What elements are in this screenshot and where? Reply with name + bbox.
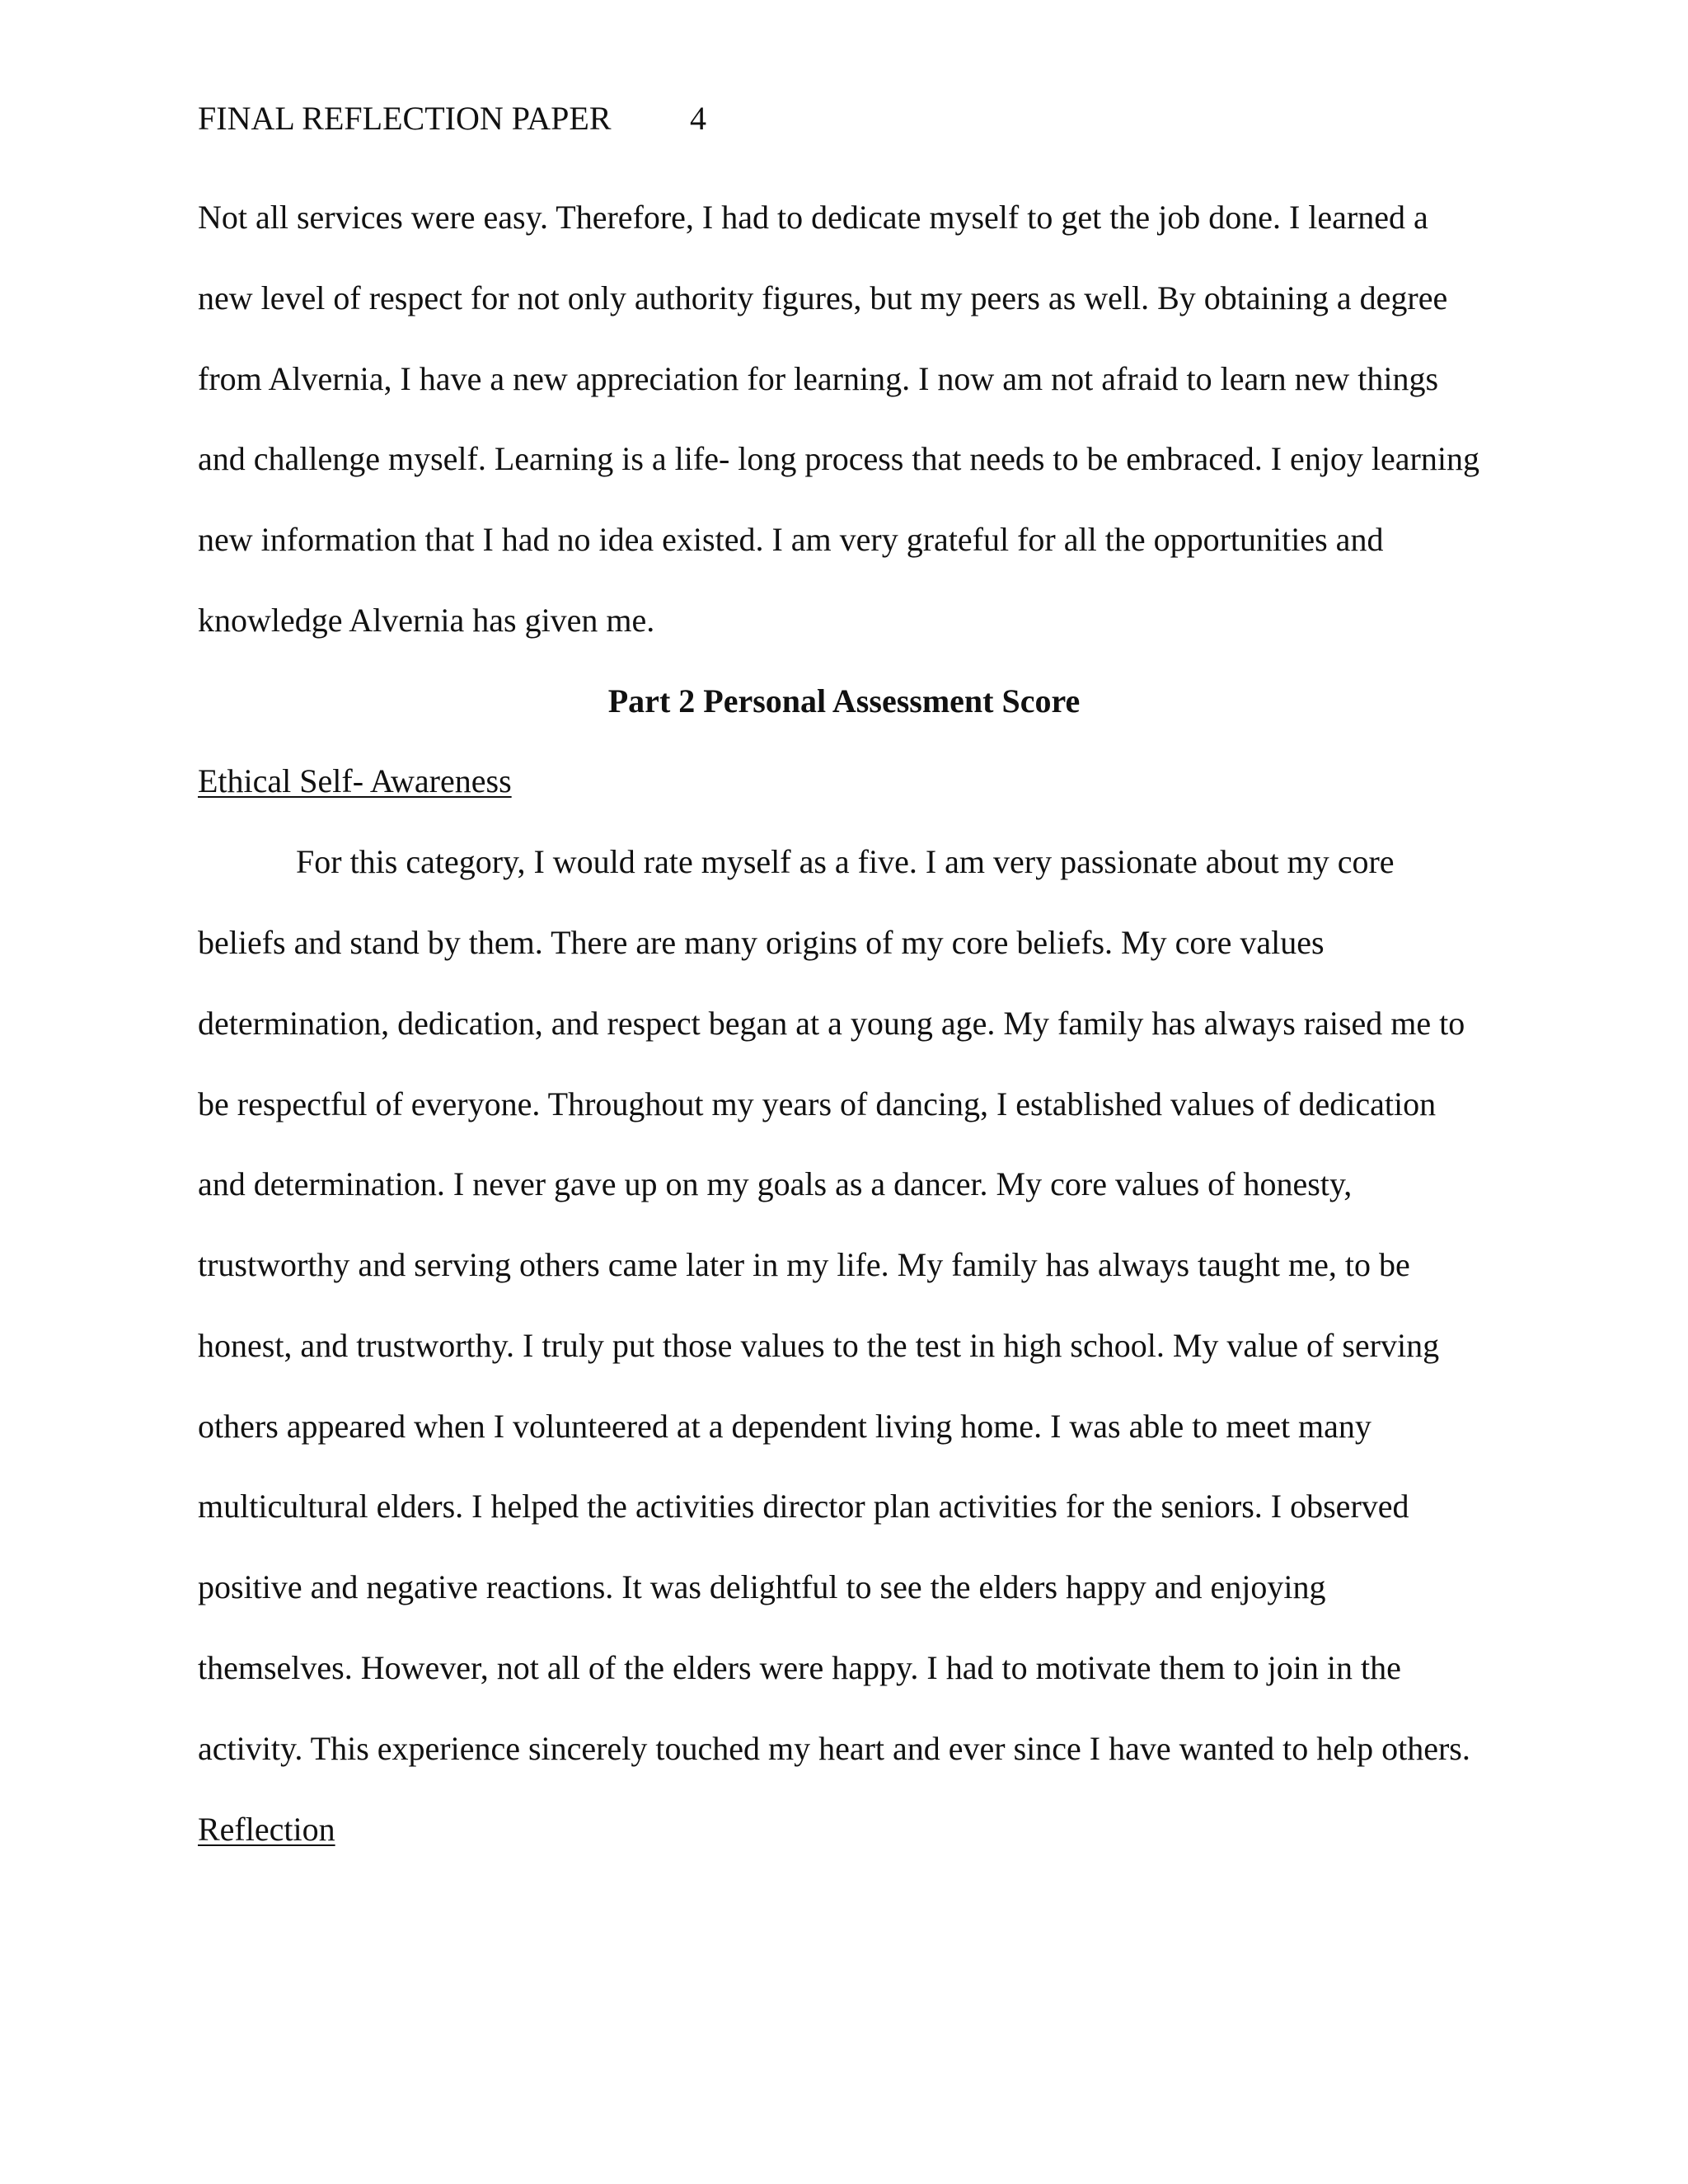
paragraph-line: For this category, I would rate myself as a five. I am very passionate about my core	[296, 843, 1395, 880]
subheading-ethical-self-awareness: Ethical Self- Awareness	[198, 762, 512, 799]
paragraph-line: new level of respect for not only authority figures, but my peers as well. By obtaining a degree	[198, 279, 1448, 316]
paragraph-line: determination, dedication, and respect began at a young age. My family has always raised me to	[198, 1005, 1465, 1042]
subheading-reflection: Reflection	[198, 1811, 335, 1848]
running-header	[198, 99, 706, 138]
paragraph-line: activity. This experience sincerely touched my heart and ever since I have wanted to help others.	[198, 1730, 1470, 1767]
paragraph-line: and determination. I never gave up on my goals as a dancer. My core values of honesty,	[198, 1165, 1353, 1202]
paragraph-line: multicultural elders. I helped the activities director plan activities for the seniors. I observed	[198, 1488, 1409, 1525]
section-heading: Part 2 Personal Assessment Score	[607, 682, 1081, 719]
paragraph-line: themselves. However, not all of the elders were happy. I had to motivate them to join in the	[198, 1649, 1401, 1686]
paragraph-line: be respectful of everyone. Throughout my years of dancing, I established values of dedication	[198, 1085, 1437, 1122]
paragraph-line: others appeared when I volunteered at a dependent living home. I was able to meet many	[198, 1408, 1372, 1445]
paragraph-line: Not all services were easy. Therefore, I had to dedicate myself to get the job done. I learned a	[198, 199, 1428, 236]
paragraph-line: from Alvernia, I have a new appreciation for learning. I now am not afraid to learn new things	[198, 360, 1439, 397]
paragraph-line: beliefs and stand by them. There are many origins of my core beliefs. My core values	[198, 924, 1325, 961]
paragraph-line: knowledge Alvernia has given me.	[198, 602, 655, 639]
paragraph-line: new information that I had no idea existed. I am very grateful for all the opportunities and	[198, 521, 1384, 558]
paragraph-line: and challenge myself. Learning is a life- long process that needs to be embraced. I enjoy learning	[198, 440, 1479, 477]
paragraph-line: trustworthy and serving others came later in my life. My family has always taught me, to be	[198, 1246, 1410, 1283]
header-title: FINAL REFLECTION PAPER	[198, 100, 612, 137]
paragraph-line: honest, and trustworthy. I truly put those values to the test in high school. My value of serving	[198, 1327, 1440, 1364]
page-number: 4	[690, 100, 706, 137]
paragraph-line: positive and negative reactions. It was delightful to see the elders happy and enjoying	[198, 1568, 1326, 1605]
